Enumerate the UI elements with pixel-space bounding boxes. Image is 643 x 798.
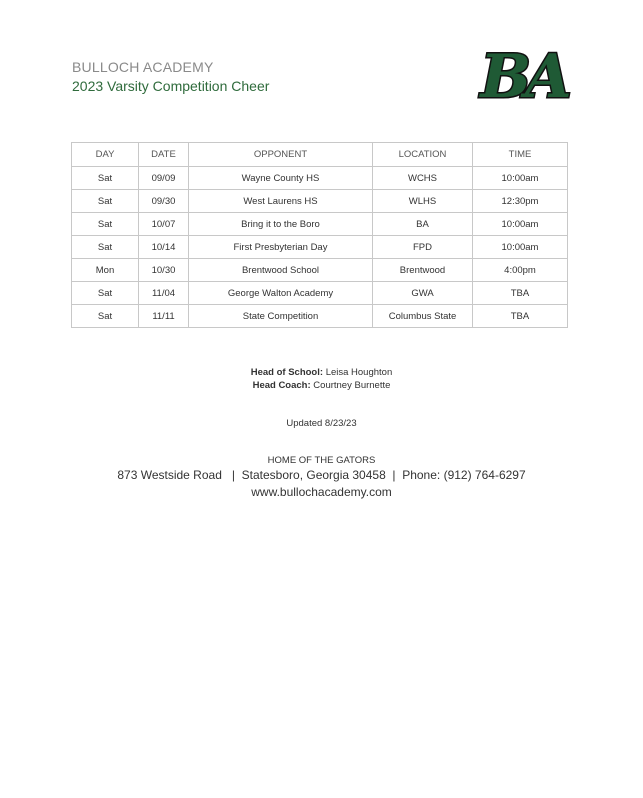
location-cell: FPD: [373, 236, 473, 259]
schedule-table: [71, 142, 568, 328]
col-opponent: OPPONENT: [189, 143, 373, 167]
table-row: [72, 167, 568, 190]
location-cell: Brentwood: [373, 259, 473, 282]
ba-logo: [480, 35, 566, 112]
location-cell: WCHS: [373, 167, 473, 190]
time-cell: TBA: [473, 282, 568, 305]
head-coach-line: [0, 380, 643, 391]
team-title: 2023 Varsity Competition Cheer: [72, 78, 270, 94]
footer-tagline: HOME OF THE GATORS: [267, 455, 376, 466]
head-of-school-name: Leisa Houghton: [325, 367, 393, 378]
svg-text:BA: BA: [480, 42, 566, 112]
opponent-cell: West Laurens HS: [189, 190, 373, 213]
opponent-cell: Wayne County HS: [189, 167, 373, 190]
table-row: [72, 259, 568, 282]
day-cell: Sat: [72, 190, 139, 213]
date-cell: 10/14: [139, 236, 189, 259]
header-row: [72, 143, 568, 167]
head-coach-name: Courtney Burnette: [313, 380, 391, 391]
time-cell: 12:30pm: [473, 190, 568, 213]
day-cell: Sat: [72, 167, 139, 190]
time-cell: 4:00pm: [473, 259, 568, 282]
col-location: LOCATION: [373, 143, 473, 167]
day-cell: Sat: [72, 213, 139, 236]
date-cell: 10/07: [139, 213, 189, 236]
opponent-cell: First Presbyterian Day: [189, 236, 373, 259]
head-of-school-line: [0, 367, 643, 378]
footer-address: 873 Westside Road | Statesboro, Georgia 30458 | Phone: (912) 764-6297: [117, 468, 526, 482]
opponent-cell: Brentwood School: [189, 259, 373, 282]
time-cell: 10:00am: [473, 236, 568, 259]
location-cell: Columbus State: [373, 305, 473, 328]
head-of-school-label: Head of School:: [250, 367, 324, 378]
opponent-cell: Bring it to the Boro: [189, 213, 373, 236]
opponent-cell: George Walton Academy: [189, 282, 373, 305]
table-row: [72, 282, 568, 305]
footer-website[interactable]: www.bullochacademy.com: [251, 485, 392, 499]
time-cell: 10:00am: [473, 167, 568, 190]
location-cell: WLHS: [373, 190, 473, 213]
date-cell: 11/11: [139, 305, 189, 328]
table-row: [72, 190, 568, 213]
updated-date: Updated 8/23/23: [286, 418, 357, 429]
time-cell: 10:00am: [473, 213, 568, 236]
table-row: [72, 305, 568, 328]
day-cell: Sat: [72, 305, 139, 328]
date-cell: 09/09: [139, 167, 189, 190]
table-row: [72, 236, 568, 259]
location-cell: GWA: [373, 282, 473, 305]
location-cell: BA: [373, 213, 473, 236]
day-cell: Sat: [72, 282, 139, 305]
table-row: [72, 213, 568, 236]
date-cell: 09/30: [139, 190, 189, 213]
head-coach-label: Head Coach:: [252, 380, 311, 391]
date-cell: 11/04: [139, 282, 189, 305]
col-time: TIME: [473, 143, 568, 167]
day-cell: Sat: [72, 236, 139, 259]
time-cell: TBA: [473, 305, 568, 328]
date-cell: 10/30: [139, 259, 189, 282]
day-cell: Mon: [72, 259, 139, 282]
school-name: BULLOCH ACADEMY: [72, 59, 214, 75]
col-date: DATE: [139, 143, 189, 167]
col-day: DAY: [72, 143, 139, 167]
opponent-cell: State Competition: [189, 305, 373, 328]
